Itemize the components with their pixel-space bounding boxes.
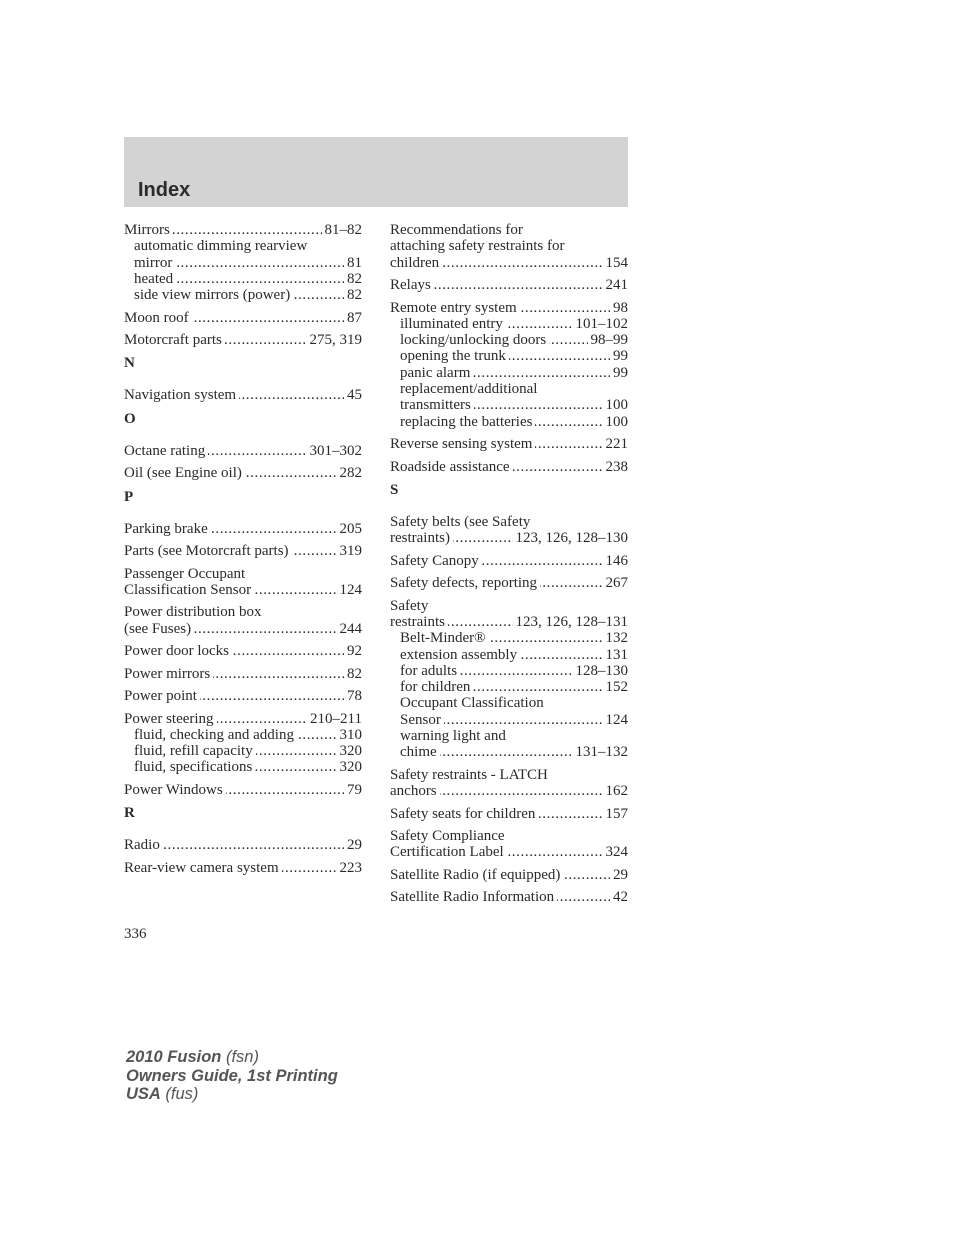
index-subentry-line: [390, 381, 628, 397]
index-entry-line: [124, 837, 362, 853]
entry-page-ref: 320: [337, 743, 363, 759]
index-letter-heading: O: [124, 410, 136, 427]
index-subentry-line: [390, 365, 628, 381]
entry-page-ref: 99: [610, 348, 628, 364]
index-entry-line: [124, 332, 362, 348]
page-title: Index: [138, 179, 191, 201]
entry-page-ref: 82: [344, 666, 362, 682]
index-entry-line: [390, 300, 628, 316]
entry-text: extension assembly: [390, 647, 520, 663]
index-subentry-line: [390, 695, 628, 711]
index-column-right: [390, 222, 628, 912]
entry-page-ref: 146: [603, 553, 629, 569]
entry-text: side view mirrors (power): [124, 287, 293, 303]
entry-text: Recommendations for: [390, 222, 526, 238]
page-number: 336: [124, 926, 147, 942]
entry-page-ref: 79: [344, 782, 362, 798]
entry-page-ref: 223: [337, 860, 363, 876]
entry-page-ref: 238: [603, 459, 629, 475]
entry-page-ref: 123, 126, 128–130: [513, 530, 629, 546]
entry-page-ref: 320: [337, 759, 363, 775]
index-subentry-line: [390, 744, 628, 760]
index-subentry-line: [124, 271, 362, 287]
entry-text: Parts (see Motorcraft parts): [124, 543, 292, 559]
index-subentry-line: [390, 679, 628, 695]
index-letter-heading: P: [124, 488, 134, 505]
index-entry: [390, 436, 628, 452]
index-entry-line: [390, 255, 628, 271]
index-entry-line: [390, 459, 628, 475]
index-letter-heading: R: [124, 805, 135, 822]
entry-text: Power Windows: [124, 782, 226, 798]
entry-page-ref: 319: [337, 543, 363, 559]
index-entry: [124, 543, 362, 559]
index-entry-line: [390, 889, 628, 905]
entry-page-ref: 131: [603, 647, 629, 663]
entry-text: Power steering: [124, 711, 217, 727]
entry-text: Safety belts (see Safety: [390, 514, 533, 530]
footer-line-1: 2010 Fusion (fsn): [126, 1048, 259, 1066]
entry-page-ref: 152: [603, 679, 629, 695]
index-subentry-line: [390, 316, 628, 332]
entry-text: Motorcraft parts: [124, 332, 225, 348]
entry-text: opening the trunk: [390, 348, 509, 364]
entry-text: fluid, specifications: [124, 759, 255, 775]
index-entry-line: [124, 543, 362, 559]
entry-page-ref: 124: [603, 712, 629, 728]
entry-page-ref: 78: [344, 688, 362, 704]
index-entry: [124, 222, 362, 303]
index-entry: [390, 867, 628, 883]
entry-text: restraints): [390, 530, 453, 546]
entry-text: mirror: [124, 255, 175, 271]
entry-text: fluid, refill capacity: [124, 743, 256, 759]
index-entry-line: [124, 443, 362, 459]
index-entry-line: [124, 621, 362, 637]
entry-page-ref: 128–130: [573, 663, 629, 679]
index-subentry-line: [390, 728, 628, 744]
entry-page-ref: 310: [337, 727, 363, 743]
entry-text: Navigation system: [124, 387, 239, 403]
entry-text: fluid, checking and adding: [124, 727, 297, 743]
index-entry-line: [124, 860, 362, 876]
index-entry: [390, 300, 628, 430]
entry-text: Satellite Radio Information: [390, 889, 557, 905]
entry-text: (see Fuses): [124, 621, 194, 637]
index-entry-line: [390, 553, 628, 569]
index-entry-line: [124, 782, 362, 798]
index-entry: [390, 598, 628, 761]
index-entry-line: [390, 238, 628, 254]
entry-page-ref: 45: [344, 387, 362, 403]
index-entry: [390, 277, 628, 293]
entry-text: Reverse sensing system: [390, 436, 535, 452]
entry-text: illuminated entry: [390, 316, 506, 332]
entry-text: Rear-view camera system: [124, 860, 282, 876]
entry-page-ref: 87: [344, 310, 362, 326]
index-entry: [390, 575, 628, 591]
index-entry-line: [390, 867, 628, 883]
index-entry: [390, 889, 628, 905]
entry-text: Power door locks: [124, 643, 232, 659]
index-entry: [124, 711, 362, 776]
entry-text: Safety defects, reporting: [390, 575, 540, 591]
entry-page-ref: 244: [337, 621, 363, 637]
index-entry: [124, 837, 362, 853]
entry-page-ref: 131–132: [573, 744, 629, 760]
footer-line-2: Owners Guide, 1st Printing: [126, 1066, 338, 1085]
index-entry-line: [390, 844, 628, 860]
index-subentry-line: [390, 332, 628, 348]
entry-text: for children: [390, 679, 473, 695]
index-entry-line: [390, 436, 628, 452]
index-subentry-line: [390, 712, 628, 728]
index-subentry-line: [390, 414, 628, 430]
index-entry-line: [390, 828, 628, 844]
entry-page-ref: 241: [603, 277, 629, 293]
index-entry-line: [124, 688, 362, 704]
entry-page-ref: 324: [603, 844, 629, 860]
index-subentry-line: [124, 759, 362, 775]
entry-page-ref: 154: [603, 255, 629, 271]
entry-text: Sensor: [390, 712, 444, 728]
entry-page-ref: 82: [344, 287, 362, 303]
index-letter-heading: N: [124, 355, 135, 372]
index-subentry-line: [390, 397, 628, 413]
index-entry: [390, 553, 628, 569]
index-entry: [390, 459, 628, 475]
index-subentry-line: [124, 255, 362, 271]
index-entry-line: [124, 666, 362, 682]
index-entry: [390, 828, 628, 861]
entry-text: Remote entry system: [390, 300, 520, 316]
index-subentry-line: [124, 727, 362, 743]
entry-page-ref: 81–82: [322, 222, 363, 238]
entry-text: Satellite Radio (if equipped): [390, 867, 563, 883]
entry-text: Octane rating: [124, 443, 208, 459]
index-entry: [124, 566, 362, 599]
index-entry-line: [390, 614, 628, 630]
index-entry: [124, 443, 362, 459]
entry-text: panic alarm: [390, 365, 473, 381]
index-entry: [390, 806, 628, 822]
entry-text: Power mirrors: [124, 666, 213, 682]
entry-text: children: [390, 255, 442, 271]
index-entry: [124, 860, 362, 876]
entry-text: Roadside assistance: [390, 459, 513, 475]
entry-text: Safety restraints - LATCH: [390, 767, 551, 783]
entry-text: warning light and: [390, 728, 509, 744]
index-subentry-line: [390, 630, 628, 646]
entry-page-ref: 92: [344, 643, 362, 659]
entry-text: Radio: [124, 837, 163, 853]
index-entry-line: [124, 582, 362, 598]
index-entry: [124, 782, 362, 798]
entry-text: heated: [124, 271, 176, 287]
entry-page-ref: 100: [603, 414, 629, 430]
entry-page-ref: 82: [344, 271, 362, 287]
index-entry: [390, 514, 628, 547]
entry-text: Relays: [390, 277, 434, 293]
entry-page-ref: 157: [603, 806, 629, 822]
entry-text: replacing the batteries: [390, 414, 535, 430]
entry-text: Mirrors: [124, 222, 173, 238]
entry-page-ref: 123, 126, 128–131: [513, 614, 629, 630]
index-column-left: [124, 222, 362, 882]
index-entry: [390, 222, 628, 271]
entry-page-ref: 205: [337, 521, 363, 537]
index-entry: [124, 643, 362, 659]
entry-text: Passenger Occupant: [124, 566, 248, 582]
index-entry-line: [390, 806, 628, 822]
entry-text: Safety seats for children: [390, 806, 538, 822]
entry-page-ref: 301–302: [307, 443, 363, 459]
index-entry-line: [390, 277, 628, 293]
index-subentry-line: [390, 647, 628, 663]
index-entry-line: [124, 465, 362, 481]
index-subentry-line: [124, 238, 362, 254]
entry-text: transmitters: [390, 397, 474, 413]
entry-text: Safety: [390, 598, 431, 614]
index-entry: [390, 767, 628, 800]
index-entry: [124, 387, 362, 403]
entry-page-ref: 282: [337, 465, 363, 481]
entry-text: locking/unlocking doors: [390, 332, 549, 348]
index-entry-line: [390, 530, 628, 546]
index-entry: [124, 666, 362, 682]
entry-text: replacement/additional: [390, 381, 540, 397]
entry-text: Occupant Classification: [390, 695, 547, 711]
index-entry-line: [124, 566, 362, 582]
index-subentry-line: [390, 348, 628, 364]
entry-text: anchors: [390, 783, 440, 799]
index-entry-line: [390, 514, 628, 530]
entry-page-ref: 99: [610, 365, 628, 381]
index-entry-line: [390, 575, 628, 591]
index-entry-line: [124, 711, 362, 727]
entry-page-ref: 98–99: [588, 332, 629, 348]
entry-page-ref: 42: [610, 889, 628, 905]
entry-text: Power distribution box: [124, 604, 265, 620]
index-entry: [124, 688, 362, 704]
index-entry-line: [390, 222, 628, 238]
entry-text: Parking brake: [124, 521, 211, 537]
entry-page-ref: 132: [603, 630, 629, 646]
index-entry-line: [124, 604, 362, 620]
entry-page-ref: 29: [610, 867, 628, 883]
index-letter-heading: S: [390, 481, 399, 498]
index-subentry-line: [124, 287, 362, 303]
index-subentry-line: [390, 663, 628, 679]
index-entry: [124, 332, 362, 348]
index-subentry-line: [124, 743, 362, 759]
entry-page-ref: 101–102: [573, 316, 629, 332]
header-band: [124, 137, 628, 207]
entry-page-ref: 29: [344, 837, 362, 853]
entry-text: Safety Compliance: [390, 828, 508, 844]
index-entry-line: [390, 783, 628, 799]
entry-page-ref: 210–211: [307, 711, 362, 727]
index-entry: [124, 310, 362, 326]
entry-text: attaching safety restraints for: [390, 238, 568, 254]
entry-page-ref: 124: [337, 582, 363, 598]
entry-text: automatic dimming rearview: [124, 238, 310, 254]
index-entry: [124, 604, 362, 637]
entry-text: Classification Sensor: [124, 582, 254, 598]
index-entry: [124, 465, 362, 481]
entry-text: chime: [390, 744, 440, 760]
entry-text: Power point: [124, 688, 200, 704]
index-entry-line: [390, 767, 628, 783]
index-entry-line: [124, 521, 362, 537]
entry-text: for adults: [390, 663, 460, 679]
entry-page-ref: 267: [603, 575, 629, 591]
entry-text: Moon roof: [124, 310, 192, 326]
index-entry-line: [124, 222, 362, 238]
entry-page-ref: 162: [603, 783, 629, 799]
index-entry-line: [390, 598, 628, 614]
entry-text: restraints: [390, 614, 448, 630]
footer-line-3: USA (fus): [126, 1085, 199, 1103]
entry-page-ref: 275, 319: [307, 332, 363, 348]
index-entry-line: [124, 310, 362, 326]
index-entry-line: [124, 387, 362, 403]
entry-page-ref: 221: [603, 436, 629, 452]
index-entry-line: [124, 643, 362, 659]
entry-text: Certification Label: [390, 844, 507, 860]
entry-page-ref: 100: [603, 397, 629, 413]
entry-page-ref: 98: [610, 300, 628, 316]
entry-text: Belt-Minder®: [390, 630, 489, 646]
index-entry: [124, 521, 362, 537]
entry-text: Safety Canopy: [390, 553, 482, 569]
entry-text: Oil (see Engine oil): [124, 465, 245, 481]
entry-page-ref: 81: [344, 255, 362, 271]
footer: [126, 1048, 338, 1104]
